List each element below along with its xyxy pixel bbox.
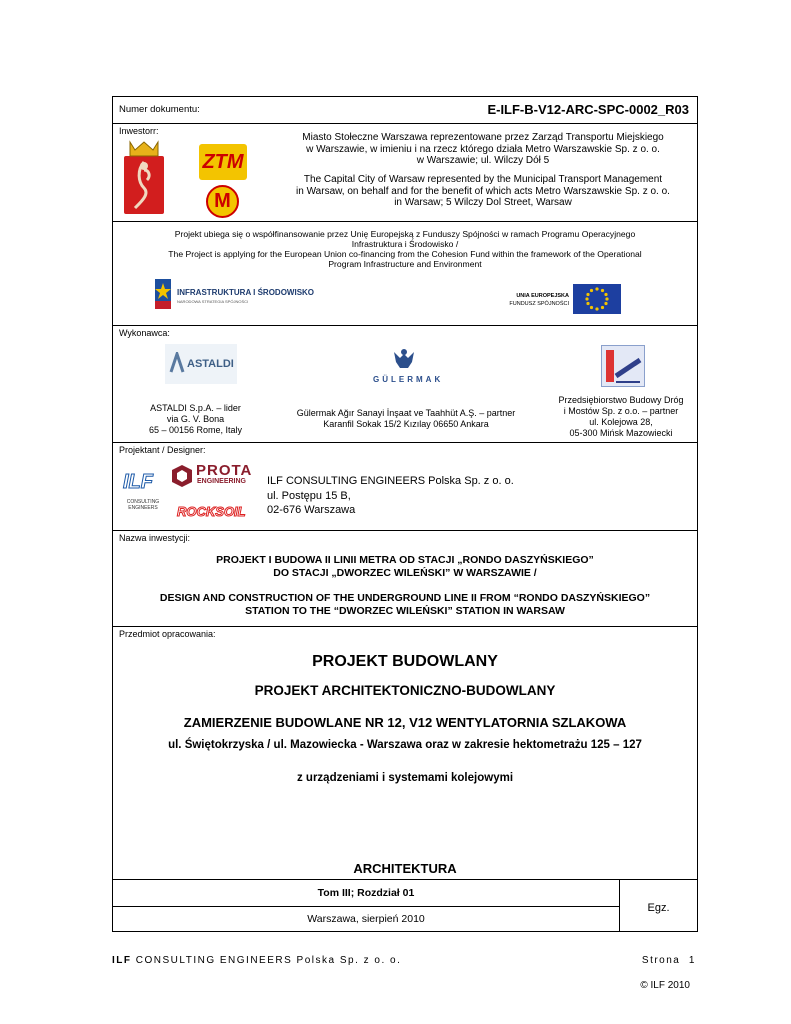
subject-row <box>113 627 697 880</box>
copy-label: Egz. <box>647 902 670 914</box>
astaldi-logo <box>165 344 237 384</box>
subject-scope: ZAMIERZENIE BUDOWLANE NR 12, V12 WENTYLATORNIA SZLAKOWA <box>183 715 627 730</box>
astaldi-address <box>113 403 278 436</box>
subject-title: PROJEKT BUDOWLANY <box>312 653 498 670</box>
eu-funding-text <box>113 229 697 269</box>
investment-pl-line: PROJEKT I BUDOWA II LINII METRA OD STACJI „RONDO DASZYŃSKIEGO” <box>216 554 594 566</box>
investor-text-pl <box>273 132 693 167</box>
astaldi-line: via G. V. Bona <box>166 414 225 424</box>
ilf-logo-sub: CONSULTING ENGINEERS <box>126 499 160 511</box>
subject-systems: z urządzeniami i systemami kolejowymi <box>296 772 514 784</box>
investment-row <box>113 531 697 627</box>
rocksoil-logo <box>177 503 257 521</box>
investor-en-line: in Warsaw; 5 Wilczy Dol Street, Warsaw <box>394 197 572 208</box>
prota-emblem-icon <box>171 464 193 488</box>
pbdim-emblem-icon <box>602 346 644 386</box>
volume-cell <box>113 880 620 907</box>
gulermak-emblem-icon <box>391 348 417 372</box>
ilf-logo <box>121 471 165 519</box>
investor-text-en <box>273 174 693 209</box>
place-date: Warszawa, sierpień 2010 <box>307 913 425 925</box>
ue-logo-sub: FUNDUSZ SPÓJNOŚCI <box>509 301 569 307</box>
subject-discipline: ARCHITEKTURA <box>353 861 457 876</box>
designer-line: ILF CONSULTING ENGINEERS Polska Sp. z o. o. <box>267 475 514 487</box>
investor-pl-line: w Warszawie; ul. Wilczy Dół 5 <box>416 155 550 166</box>
metro-logo-text: M <box>214 190 231 212</box>
designer-address <box>267 474 514 518</box>
infrastruktura-logo <box>153 279 323 311</box>
rocksoil-logo-text: ROCKSOIL <box>177 504 246 519</box>
investment-label: Nazwa inwestycji: <box>119 533 191 543</box>
investor-label: Inwestorr: <box>119 126 159 136</box>
footer-company <box>112 955 401 966</box>
ue-logo <box>509 284 621 316</box>
ue-logo-main: UNIA EUROPEJSKA <box>516 293 569 299</box>
eu-en-line: Program Infrastructure and Environment <box>328 259 482 269</box>
pbdim-logo <box>601 345 645 387</box>
investment-en-line: STATION TO THE “DWORZEC WILEŃSKI” STATION IN WARSAW <box>245 604 565 617</box>
footer-page-number: Strona 1 <box>641 955 696 966</box>
pbdim-line: Przedsiębiorstwo Budowy Dróg <box>558 395 684 405</box>
investment-en-line: DESIGN AND CONSTRUCTION OF THE UNDERGROUND LINE II FROM “RONDO DASZYŃSKIEGO” <box>159 592 651 604</box>
investment-name-pl <box>113 554 697 579</box>
copy-cell <box>620 880 697 931</box>
investment-name-en <box>113 592 697 617</box>
investor-pl-line: w Warszawie, w imieniu i na rzecz którego działa Metro Warszawskie Sp. z o. o. <box>306 143 660 155</box>
eu-pl-line: Projekt ubiega się o współfinansowanie przez Unię Europejską z Funduszy Spójności w ramach Programu Operacyjnego <box>174 229 636 239</box>
title-page-frame <box>112 96 698 932</box>
gulermak-logo <box>353 348 453 388</box>
gulermak-line: Gülermak Ağır Sanayi İnşaat ve Taahhüt A.Ş. – partner <box>296 408 516 418</box>
date-cell <box>113 907 620 931</box>
warsaw-coat-of-arms-logo <box>121 140 167 218</box>
eu-flag-icon <box>573 284 621 314</box>
astaldi-line: ASTALDI S.p.A. – lider <box>150 403 241 413</box>
infrastruktura-emblem-icon <box>153 279 173 309</box>
metro-logo <box>206 185 239 218</box>
gulermak-logo-text: GÜLERMAK <box>373 375 444 384</box>
gulermak-line: Karanfil Sokak 15/2 Kızılay 06650 Ankara <box>323 419 489 429</box>
eu-pl-line: Infrastruktura i Środowisko / <box>351 239 459 249</box>
investor-row <box>113 124 697 222</box>
prota-logo-sub: ENGINEERING <box>197 478 247 485</box>
subject-subtitle: PROJEKT ARCHITEKTONICZNO-BUDOWLANY <box>254 683 556 698</box>
astaldi-emblem-icon <box>169 352 185 374</box>
footer-company-rest: CONSULTING ENGINEERS Polska Sp. z o. o. <box>131 955 402 966</box>
investor-en-line: The Capital City of Warsaw represented by the Municipal Transport Management <box>303 174 663 185</box>
astaldi-logo-text: ASTALDI <box>187 358 234 370</box>
document-number: E-ILF-B-V12-ARC-SPC-0002_R03 <box>487 102 689 117</box>
footer-copyright: © ILF 2010 <box>640 980 690 991</box>
ilf-logo-text: ILF <box>123 471 153 493</box>
investor-pl-line: Miasto Stołeczne Warszawa reprezentowane przez Zarząd Transportu Miejskiego <box>302 132 664 143</box>
prota-logo-text: PROTA <box>196 462 253 479</box>
infrastruktura-logo-main: INFRASTRUKTURA I ŚRODOWISKO <box>177 288 315 297</box>
eu-en-line: The Project is applying for the European Union co-financing from the Cohesion Fund within the framework of the Operational <box>168 249 642 259</box>
pbdim-address <box>543 395 699 439</box>
gulermak-address <box>281 408 531 430</box>
designer-line: ul. Postępu 15 B, <box>267 489 351 502</box>
document-number-row <box>113 97 697 124</box>
pbdim-line: 05-300 Mińsk Mazowiecki <box>569 428 673 438</box>
investment-pl-line: DO STACJI „DWORZEC WILEŃSKI” W WARSZAWIE / <box>273 566 537 579</box>
ztm-logo-text: ZTM <box>202 151 244 173</box>
astaldi-line: 65 – 00156 Rome, Italy <box>148 425 243 435</box>
document-number-label: Numer dokumentu: <box>119 104 200 115</box>
designer-row <box>113 443 697 531</box>
contractor-label: Wykonawca: <box>119 328 170 338</box>
subject-label: Przedmiot opracowania: <box>119 629 216 639</box>
contractor-row <box>113 326 697 443</box>
subject-location: ul. Świętokrzyska / ul. Mazowiecka - Warszawa oraz w zakresie hektometrażu 125 – 127 <box>168 739 642 751</box>
designer-label: Projektant / Designer: <box>119 445 206 455</box>
designer-line: 02-676 Warszawa <box>267 504 356 516</box>
pbdim-line: ul. Kolejowa 28, <box>589 417 653 427</box>
ztm-logo <box>199 144 247 180</box>
pbdim-line: i Mostów Sp. z o.o. – partner <box>563 406 679 416</box>
eu-funding-row <box>113 222 697 326</box>
volume-number: Tom III; Rozdział 01 <box>317 887 415 899</box>
investor-en-line: in Warsaw, on behalf and for the benefit of which acts Metro Warszawskie Sp. z o. o. <box>296 185 670 197</box>
infrastruktura-logo-sub: NARODOWA STRATEGIA SPÓJNOŚCI <box>177 299 249 304</box>
prota-logo <box>171 464 261 490</box>
footer-company-bold: ILF <box>112 955 132 966</box>
